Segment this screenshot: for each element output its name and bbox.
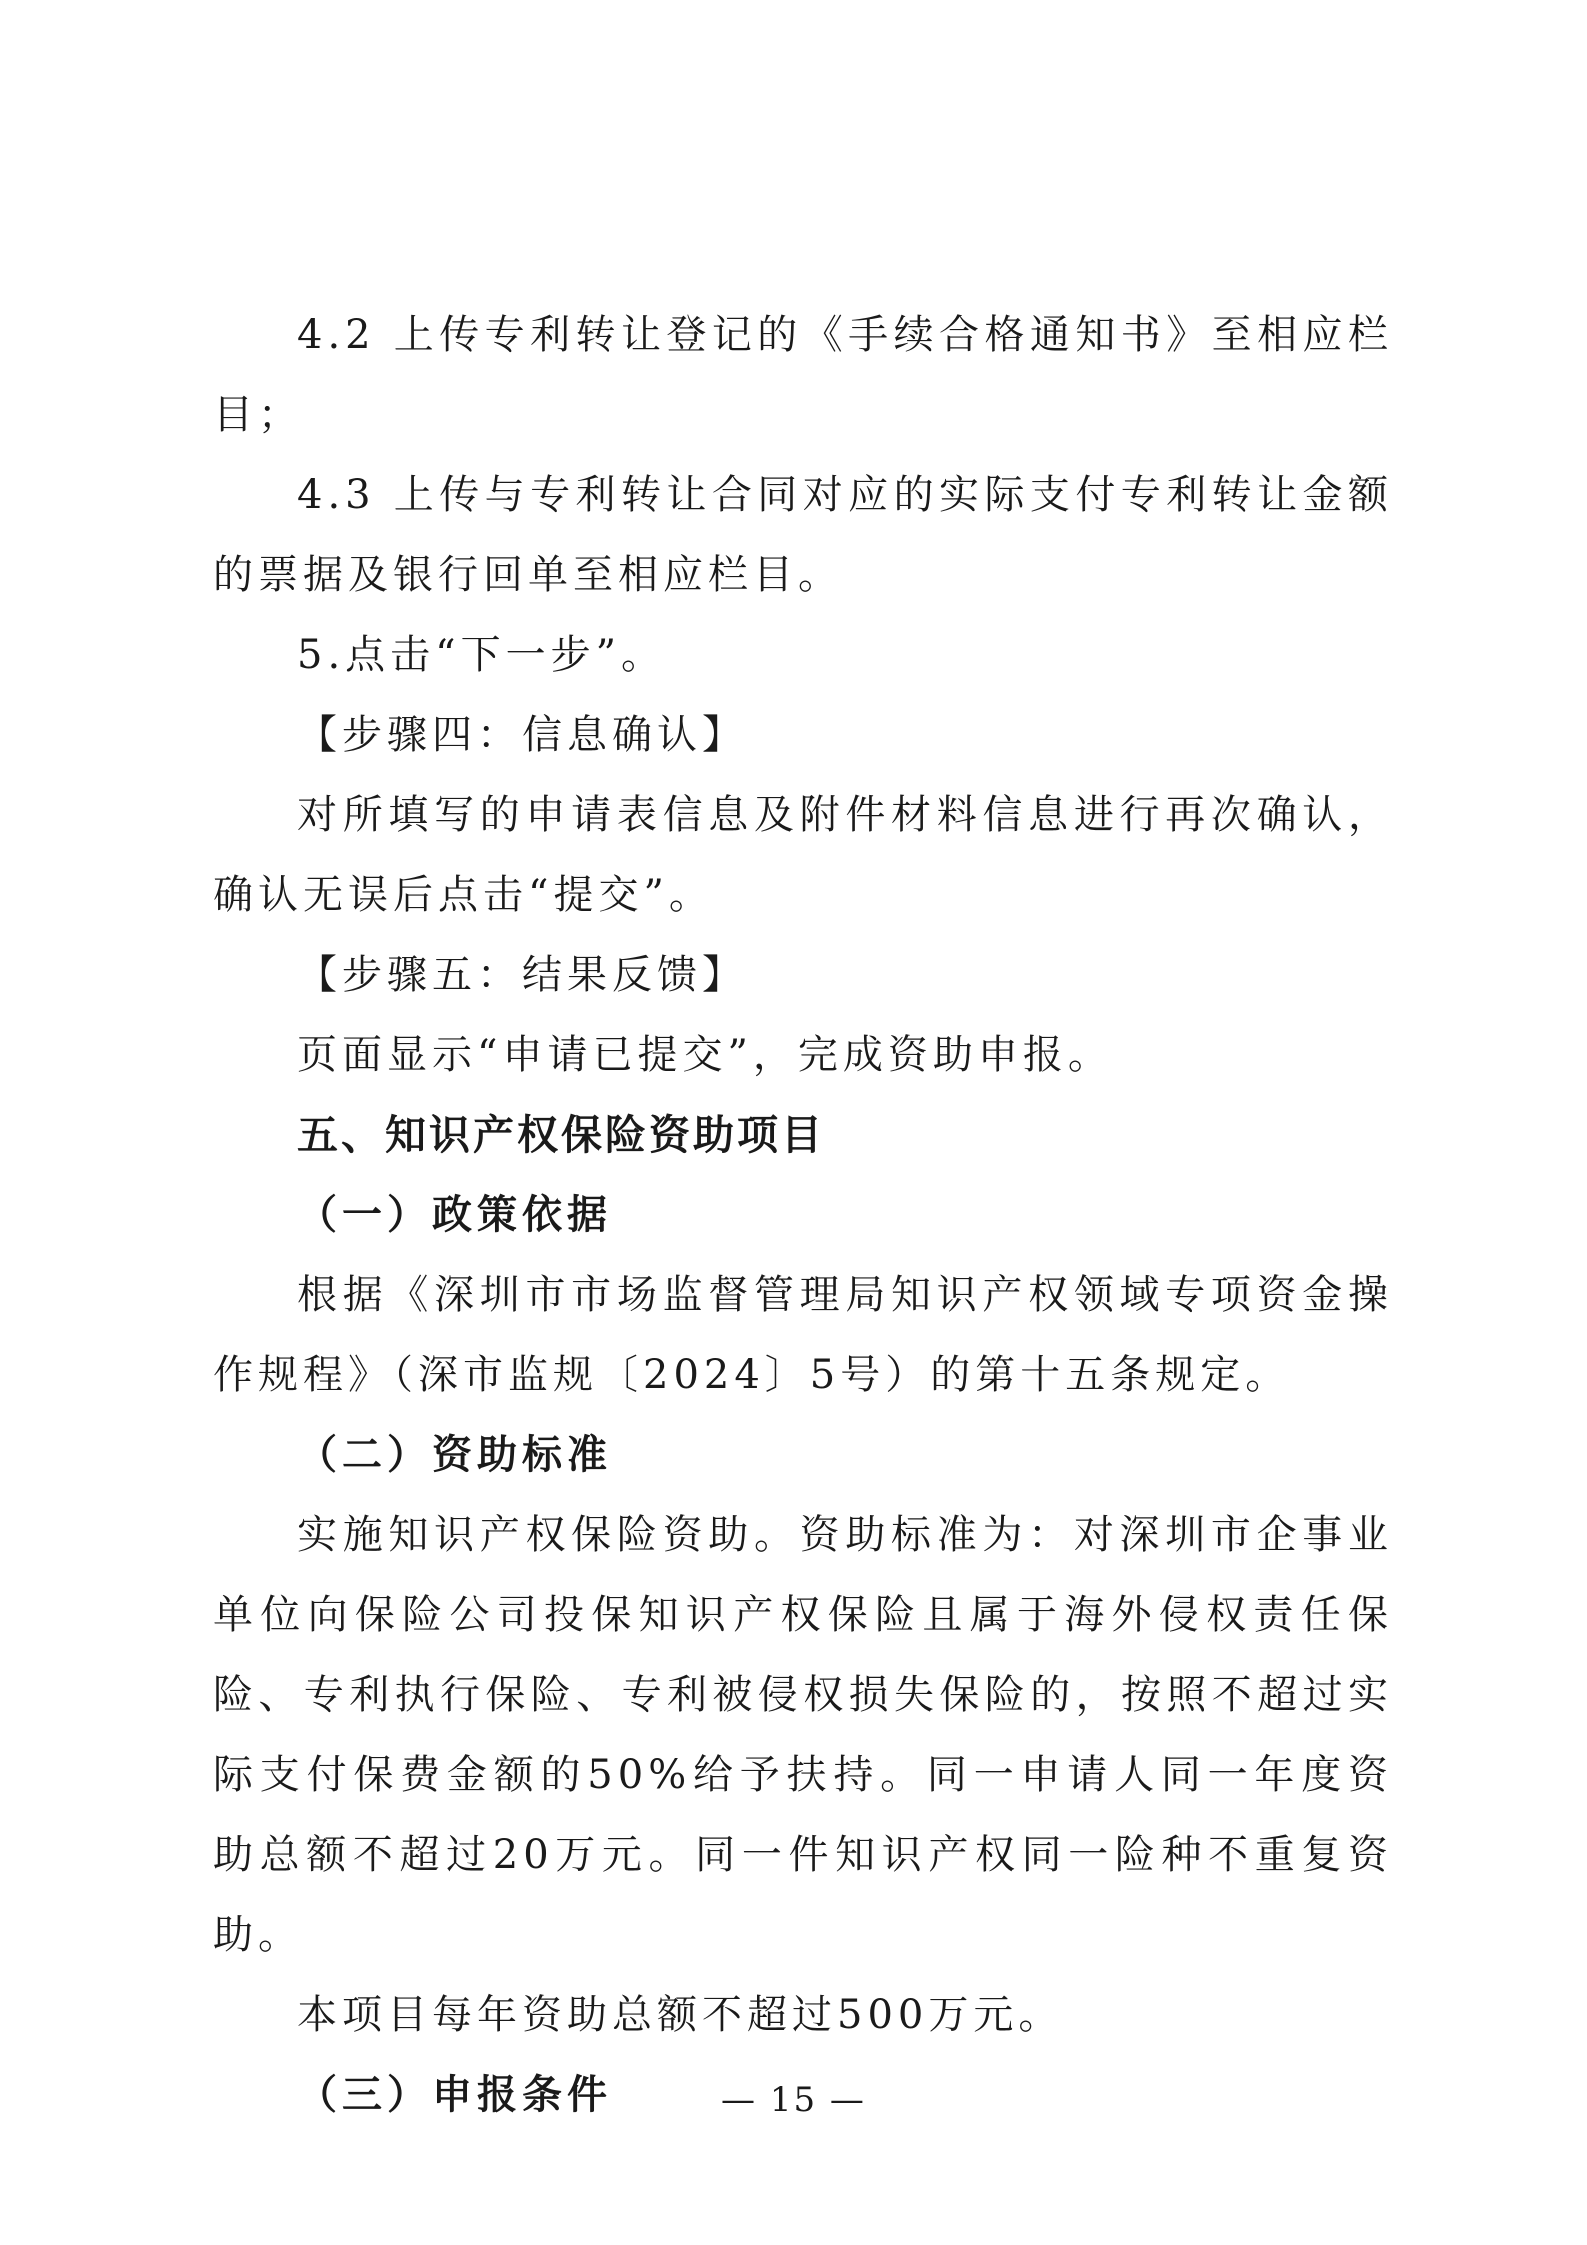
- page-number: — 15 —: [721, 2080, 866, 2120]
- subsection-funding-standard: （二）资助标准: [297, 1431, 612, 1478]
- heading-step-four: 【步骤四：信息确认】: [297, 712, 747, 758]
- paragraph-policy-basis: 根据《深圳市市场监督管理局知识产权领域专项资金操作规程》（深市监规〔2024〕5号）的第十五条规定。: [213, 1272, 1393, 1398]
- paragraph-4-3: 4.3 上传与专利转让合同对应的实际支付专利转让金额的票据及银行回单至相应栏目。: [213, 472, 1393, 598]
- heading-step-five: 【步骤五：结果反馈】: [297, 952, 747, 998]
- paragraph-funding-standard: 实施知识产权保险资助。资助标准为：对深圳市企事业单位向保险公司投保知识产权保险且属于海外侵权责任保险、专利执行保险、专利被侵权损失保险的，按照不超过实际支付保费金额的50%给予扶持。同一申请人同一年度资助总额不超过20万元。同一件知识产权同一险种不重复资助。: [213, 1512, 1393, 1958]
- paragraph-4-2: 4.2 上传专利转让登记的《手续合格通知书》至相应栏目；: [213, 312, 1393, 438]
- paragraph-confirm: 对所填写的申请表信息及附件材料信息进行再次确认，确认无误后点击“提交”。: [213, 792, 1393, 918]
- document-body: [213, 295, 1393, 2135]
- subsection-policy-basis: （一）政策依据: [297, 1191, 612, 1238]
- paragraph-result: 页面显示“申请已提交”，完成资助申报。: [297, 1032, 1113, 1078]
- section-title-insurance: 五、知识产权保险资助项目: [297, 1111, 825, 1159]
- paragraph-annual-cap: 本项目每年资助总额不超过500万元。: [297, 1992, 1064, 2038]
- paragraph-step-5: 5.点击“下一步”。: [297, 632, 667, 678]
- subsection-eligibility: （三）申报条件: [297, 2071, 612, 2118]
